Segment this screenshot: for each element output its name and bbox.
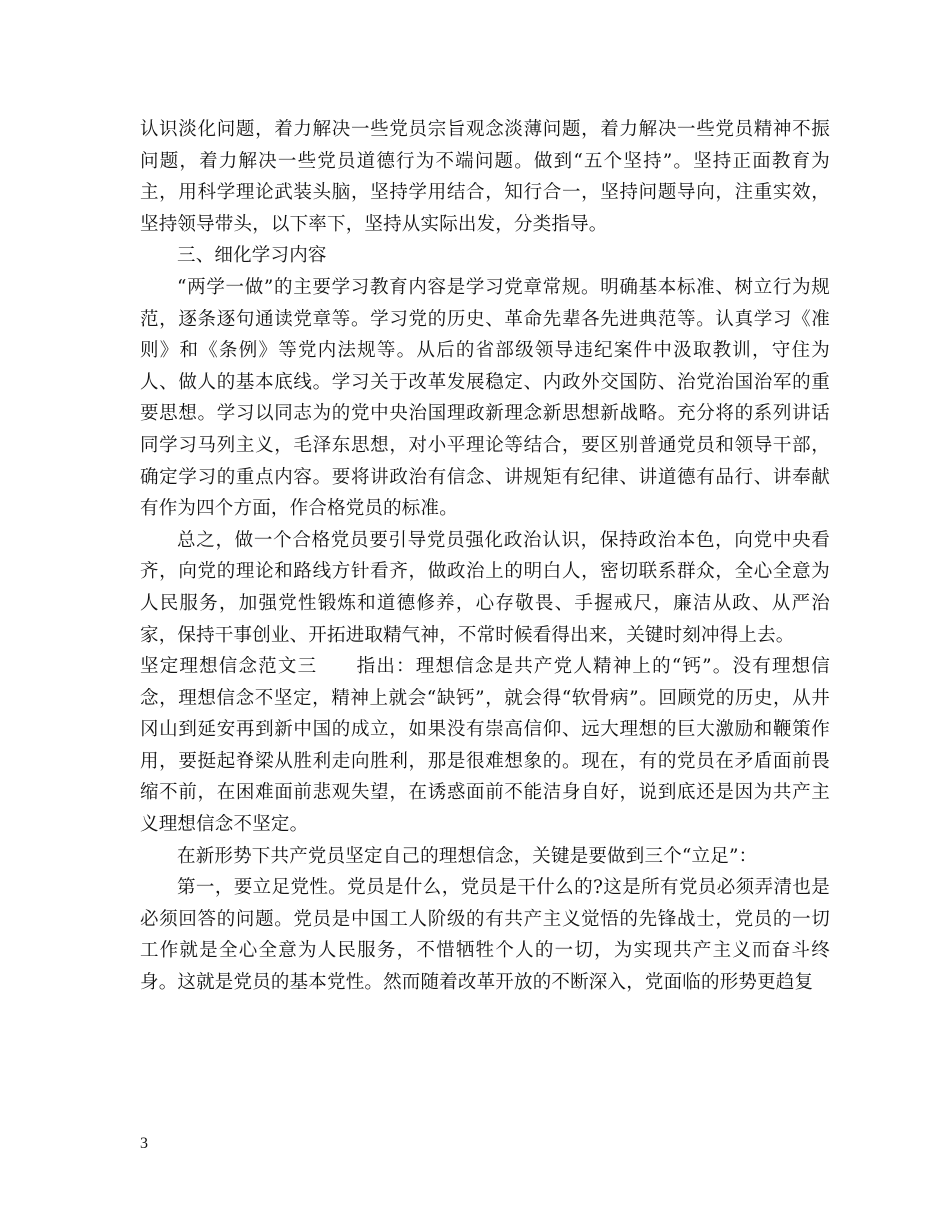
paragraph: 在新形势下共产党员坚定自己的理想信念，关键是要做到三个“立足”：: [177, 845, 758, 867]
paragraph: 认识淡化问题，着力解决一些党员宗旨观念淡薄问题，着力解决一些党员精神不振问题，着力解决一些党员道德行为不端问题。做到“五个坚持”。坚持正面教育为主，用科学理论武装头脑，坚持学用结合，知行合一，坚持问题导向，注重实效，坚持领导带头，以下率下，坚持从实际出发，分类指导。: [140, 119, 830, 235]
paragraph: 总之，做一个合格党员要引导党员强化政治认识，保持政治本色，向党中央看齐，向党的理论和路线方针看齐，做政治上的明白人，密切联系群众，全心全意为人民服务，加强党性锻炼和道德修养，心存敬畏、手握戒尺，廉洁从政、从严治家，保持干事创业、开拓进取精气神，不常时候看得出来，关键时刻冲得上去。: [140, 529, 830, 646]
section-heading: 三、细化学习内容: [177, 245, 327, 267]
document-body: [140, 114, 830, 999]
paragraph: 坚定理想信念范文三 指出：理想信念是共产党人精神上的“钙”。没有理想信念，理想信念不坚定，精神上就会“缺钙”，就会得“软骨病”。回顾党的历史，从井冈山到延安再到新中国的成立，如果没有崇高信仰、远大理想的巨大激励和鞭策作用，要挺起脊梁从胜利走向胜利，那是很难想象的。现在，有的党员在矛盾面前畏缩不前，在困难面前悲观失望，在诱惑面前不能洁身自好，说到底还是因为共产主义理想信念不坚定。: [140, 656, 830, 836]
page-number: 3: [140, 1135, 148, 1152]
paragraph: 第一，要立足党性。党员是什么，党员是干什么的?这是所有党员必须弄清也是必须回答的问题。党员是中国工人阶级的有共产主义觉悟的先锋战士，党员的一切工作就是全心全意为人民服务，不惜牺牲个人的一切，为实现共产主义而奋斗终身。这就是党员的基本党性。然而随着改革开放的不断深入，党面临的形势更趋复: [140, 877, 830, 994]
paragraph: “两学一做”的主要学习教育内容是学习党章常规。明确基本标准、树立行为规范，逐条逐句通读党章等。学习党的历史、革命先辈各先进典范等。认真学习《准则》和《条例》等党内法规等。从后的省部级领导违纪案件中汲取教训，守住为人、做人的基本底线。学习关于改革发展稳定、内政外交国防、治党治国治军的重要思想。学习以同志为的党中央治国理政新理念新思想新战略。充分将的系列讲话同学习马列主义，毛泽东思想，对小平理论等结合，要区别普通党员和领导干部，确定学习的重点内容。要将讲政治有信念、讲规矩有纪律、讲道德有品行、讲奉献有作为四个方面，作合格党员的标准。: [140, 276, 830, 520]
